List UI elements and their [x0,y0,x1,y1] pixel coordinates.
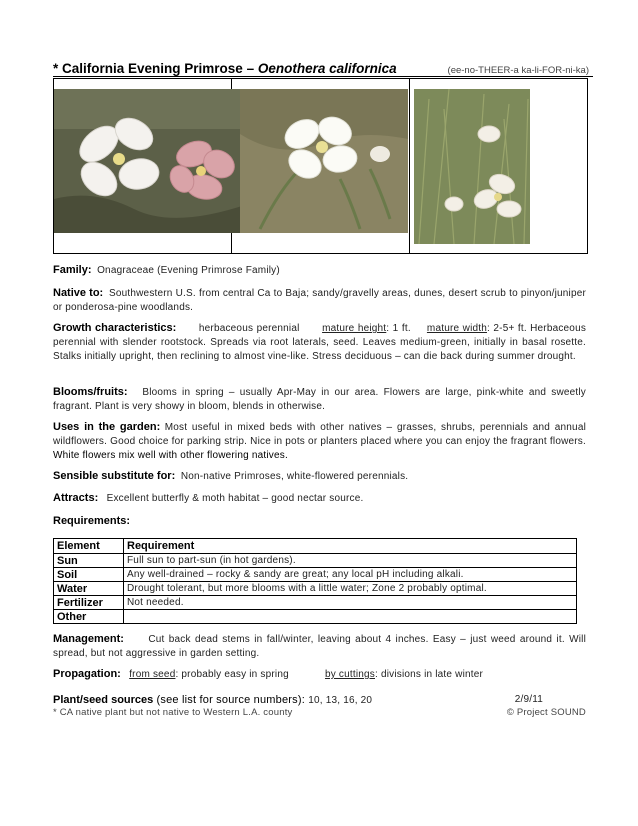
white-flower-photo [240,89,408,233]
management-section [53,632,586,661]
pink-and-white-flowers-photo [54,89,248,233]
substitute-text: Non-native Primroses, white-flowered perennials. [180,471,409,482]
attracts-label: Attracts: [53,492,99,504]
sources-label: Plant/seed sources [53,694,154,706]
growth-text: Herbaceous perennial with slender rootstock. Spreads via root laterals, seed. Leaves medium-green, initially in basal rosette. Stalks initially upright, then reclining to almost vine-like. Stress deciduous – can die back during summer drought. [53,323,587,362]
native-text: Southwestern U.S. from central Ca to Baja; sandy/gravelly areas, dunes, desert scrub to pinyon/juniper or ponderosa-pine woodlands. [53,288,586,313]
table-row [54,610,577,624]
photo-cell-2 [232,79,410,253]
family-text: Onagraceae (Evening Primrose Family) [97,265,280,276]
growth-label: Growth characteristics: [53,322,177,334]
blooms-text: Blooms in spring – usually Apr-May in our area. Flowers are large, pink-white and sweetly fragrant. Plant is very showy in bloom, blends in otherwise. [53,387,586,412]
copyright: © Project SOUND [506,707,586,718]
element-cell: Other [54,610,124,624]
from-seed-text: : probably easy in spring [175,669,289,680]
native-label: Native to: [53,287,104,299]
management-text: Cut back dead stems in fall/winter, leaving about 4 inches. Easy – just weed around it. Will spread, but not aggressive in garden setting. [53,634,586,659]
mature-height-value: : 1 ft. [386,323,411,334]
substitute-section [53,469,586,484]
element-column-header: Element [54,539,124,554]
requirements-header-row [54,539,577,554]
requirement-cell: Not needed. [124,596,577,610]
requirements-label: Requirements: [53,515,131,527]
sources-numbers: 10, 13, 16, 20 [308,695,373,706]
title-row [53,54,593,77]
flowers-in-grass-photo [414,89,530,244]
table-row [54,554,577,568]
requirement-cell [124,610,577,624]
requirements-table [53,538,577,624]
mature-width-value: : 2-5+ ft. [487,323,527,334]
element-cell: Fertilizer [54,596,124,610]
attracts-section [53,491,586,506]
table-row [54,582,577,596]
date: 2/9/11 [514,694,543,705]
uses-highlight: White flowers mix well with other flowering natives. [53,450,288,461]
requirement-cell: Any well-drained – rocky & sandy are great; any local pH including alkali. [124,568,577,582]
propagation-section [53,667,586,682]
attracts-text: Excellent butterfly & moth habitat – good nectar source. [106,493,364,504]
by-cuttings-label: by cuttings [324,669,375,680]
uses-section [53,420,586,463]
mature-height-label: mature height [322,323,387,334]
pronunciation: (ee-no-THEER-a ka-li-FOR-ni-ka) [447,65,589,76]
requirements-heading-row [53,514,586,529]
photo-cell-1 [54,79,232,253]
blooms-label: Blooms/fruits: [53,386,128,398]
by-cuttings-text: : divisions in late winter [375,669,484,680]
native-section [53,286,586,315]
from-seed-label: from seed [129,669,176,680]
element-cell: Sun [54,554,124,568]
family-section [53,263,586,278]
mature-width-label: mature width [426,323,488,334]
propagation-label: Propagation: [53,668,121,680]
requirement-cell: Drought tolerant, but more blooms with a little water; Zone 2 probably optimal. [124,582,577,596]
growth-section [53,321,586,364]
management-label: Management: [53,633,124,645]
family-label: Family: [53,264,92,276]
sources-note: (see list for source numbers): [153,694,309,706]
photo-strip [53,78,588,254]
table-row [54,596,577,610]
requirement-column-header: Requirement [124,539,577,554]
substitute-label: Sensible substitute for: [53,470,176,482]
uses-label: Uses in the garden: [53,421,161,433]
table-row [54,568,577,582]
footnote-row [53,706,586,720]
blooms-section [53,385,586,414]
page-title: * California Evening Primrose – Oenothera californica [53,61,397,76]
requirement-cell: Full sun to part-sun (in hot gardens). [124,554,577,568]
uses-text: Most useful in mixed beds with other natives – grasses, shrubs, perennials and annual wildflowers. Good choice for parking strip. Nice in pots or planters placed where you can enjoy the fragrant flowers. [53,422,586,447]
photo-cell-3 [410,79,587,253]
element-cell: Soil [54,568,124,582]
footnote: * CA native plant but not native to Western L.A. county [53,707,293,718]
growth-type: herbaceous perennial [198,323,300,334]
element-cell: Water [54,582,124,596]
